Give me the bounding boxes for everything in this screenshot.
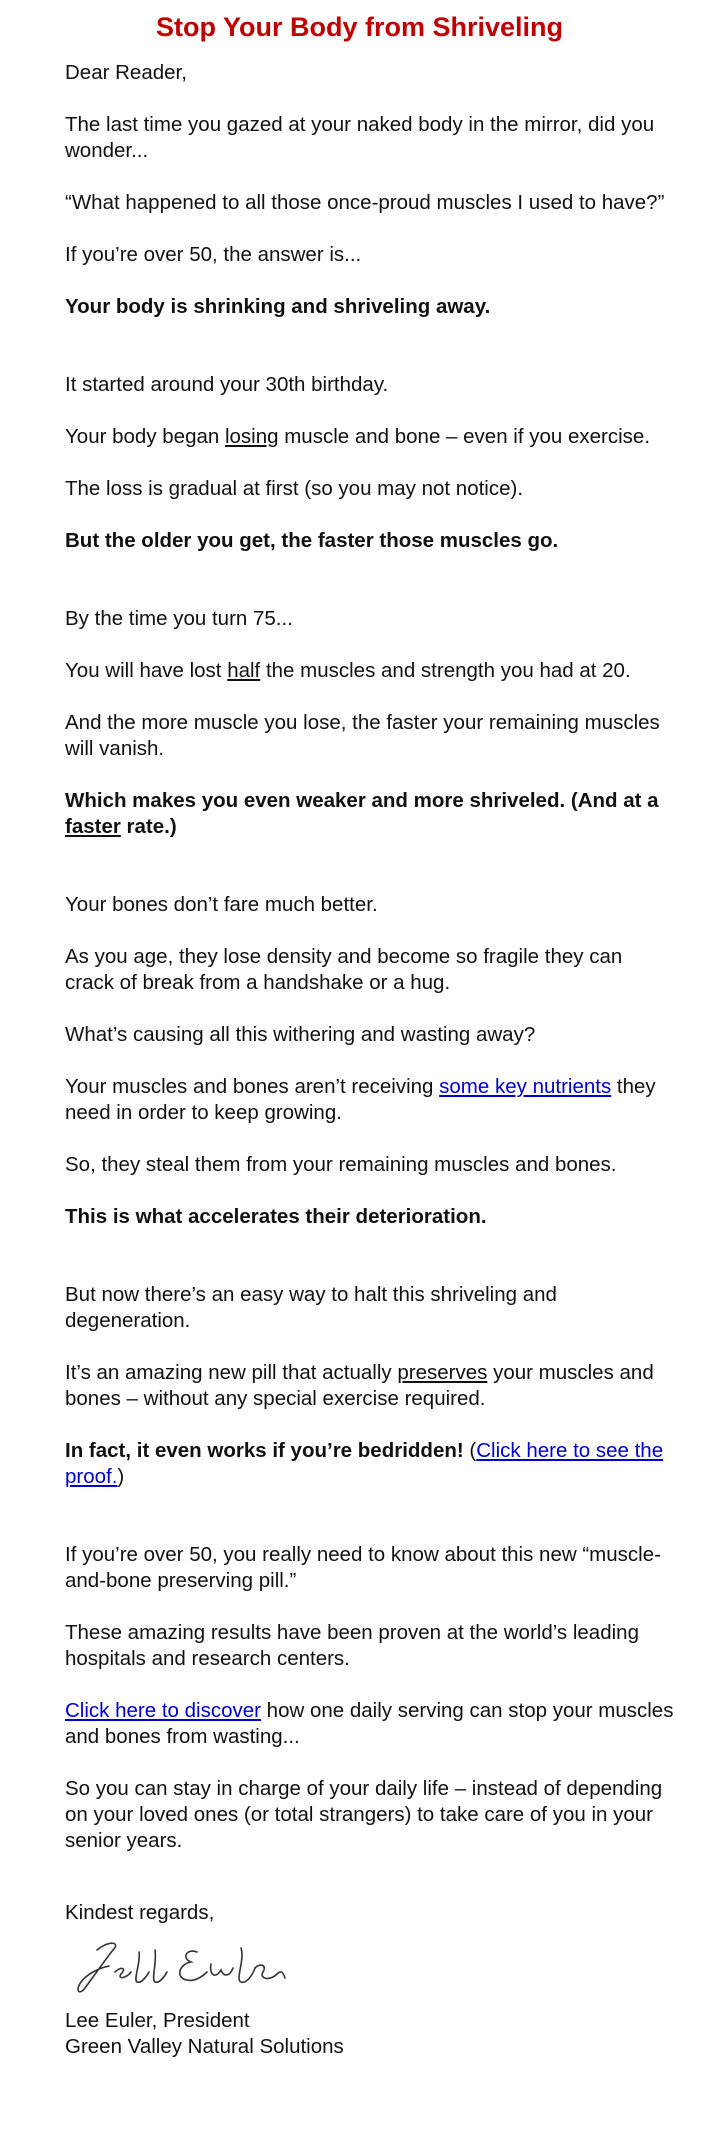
paragraph (65, 1360, 675, 1412)
underlined-word: faster (65, 815, 121, 838)
paragraph: It started around your 30th birthday. (65, 373, 389, 396)
letter-body (65, 60, 675, 2060)
bold-paragraph (65, 788, 675, 840)
paragraph (65, 1438, 675, 1490)
paragraph: These amazing results have been proven at the world’s leading hospitals and research centers. (65, 1621, 639, 1670)
bold-paragraph: Your body is shrinking and shriveling away. (65, 295, 491, 318)
paragraph: What’s causing all this withering and wasting away? (65, 1023, 536, 1046)
paragraph: So, they steal them from your remaining muscles and bones. (65, 1153, 617, 1176)
underlined-word: preserves (397, 1361, 488, 1384)
text-span: rate.) (120, 815, 177, 838)
text-span: ) (117, 1465, 125, 1488)
text-span: Your muscles and bones aren’t receiving (65, 1075, 440, 1098)
paragraph: If you’re over 50, the answer is... (65, 243, 362, 266)
company-name: Green Valley Natural Solutions (65, 2035, 344, 2058)
paragraph: If you’re over 50, you really need to know about this new “muscle-and-bone preserving pill.” (65, 1543, 661, 1592)
signature-icon (69, 1932, 309, 2004)
headline: Stop Your Body from Shriveling (155, 12, 564, 42)
paragraph: “What happened to all those once-proud muscles I used to have?” (65, 191, 665, 214)
text-span: You will have lost (65, 659, 228, 682)
paragraph (65, 658, 675, 684)
discover-link[interactable]: Click here to discover (65, 1699, 261, 1722)
paragraph: By the time you turn 75... (65, 607, 293, 630)
paragraph: As you age, they lose density and become so fragile they can crack of break from a handshake or a hug. (65, 945, 623, 994)
signer-name-title: Lee Euler, President (65, 2009, 250, 2032)
bold-paragraph: This is what accelerates their deterioration. (65, 1205, 487, 1228)
text-span: how one daily serving can stop your muscles and bones from wasting... (65, 1699, 674, 1748)
text-span: muscle and bone – even if you exercise. (278, 425, 651, 448)
signature-block (65, 2008, 675, 2060)
key-nutrients-link[interactable]: some key nutrients (439, 1075, 612, 1098)
paragraph: Your bones don’t fare much better. (65, 893, 378, 916)
paragraph: So you can stay in charge of your daily life – instead of depending on your loved ones (or total strangers) to take care of you in your senior years. (65, 1777, 663, 1852)
paragraph (65, 424, 675, 450)
see-proof-link[interactable]: Click here to see the proof. (65, 1439, 664, 1488)
text-span: It’s an amazing new pill that actually (65, 1361, 398, 1384)
text-span: ( (463, 1439, 477, 1462)
paragraph: The loss is gradual at first (so you may not notice). (65, 477, 524, 500)
text-span: your muscles and bones – without any special exercise required. (65, 1361, 654, 1410)
paragraph: And the more muscle you lose, the faster your remaining muscles will vanish. (65, 711, 660, 760)
paragraph: But now there’s an easy way to halt this shriveling and degeneration. (65, 1283, 557, 1332)
paragraph (65, 1074, 675, 1126)
signoff (65, 1900, 675, 2060)
greeting: Dear Reader, (65, 61, 187, 84)
bold-paragraph: But the older you get, the faster those muscles go. (65, 529, 559, 552)
underlined-word: half (227, 659, 261, 682)
text-span: Which makes you even weaker and more shriveled. (And at a (65, 789, 659, 812)
bold-text: In fact, it even works if you’re bedridden! (65, 1439, 464, 1462)
closing: Kindest regards, (65, 1901, 215, 1924)
text-span: the muscles and strength you had at 20. (260, 659, 631, 682)
underlined-word: losing (224, 425, 279, 448)
text-span: Your body began (65, 425, 225, 448)
paragraph: The last time you gazed at your naked body in the mirror, did you wonder... (65, 113, 655, 162)
text-span: they need in order to keep growing. (65, 1075, 656, 1124)
paragraph (65, 1698, 675, 1750)
